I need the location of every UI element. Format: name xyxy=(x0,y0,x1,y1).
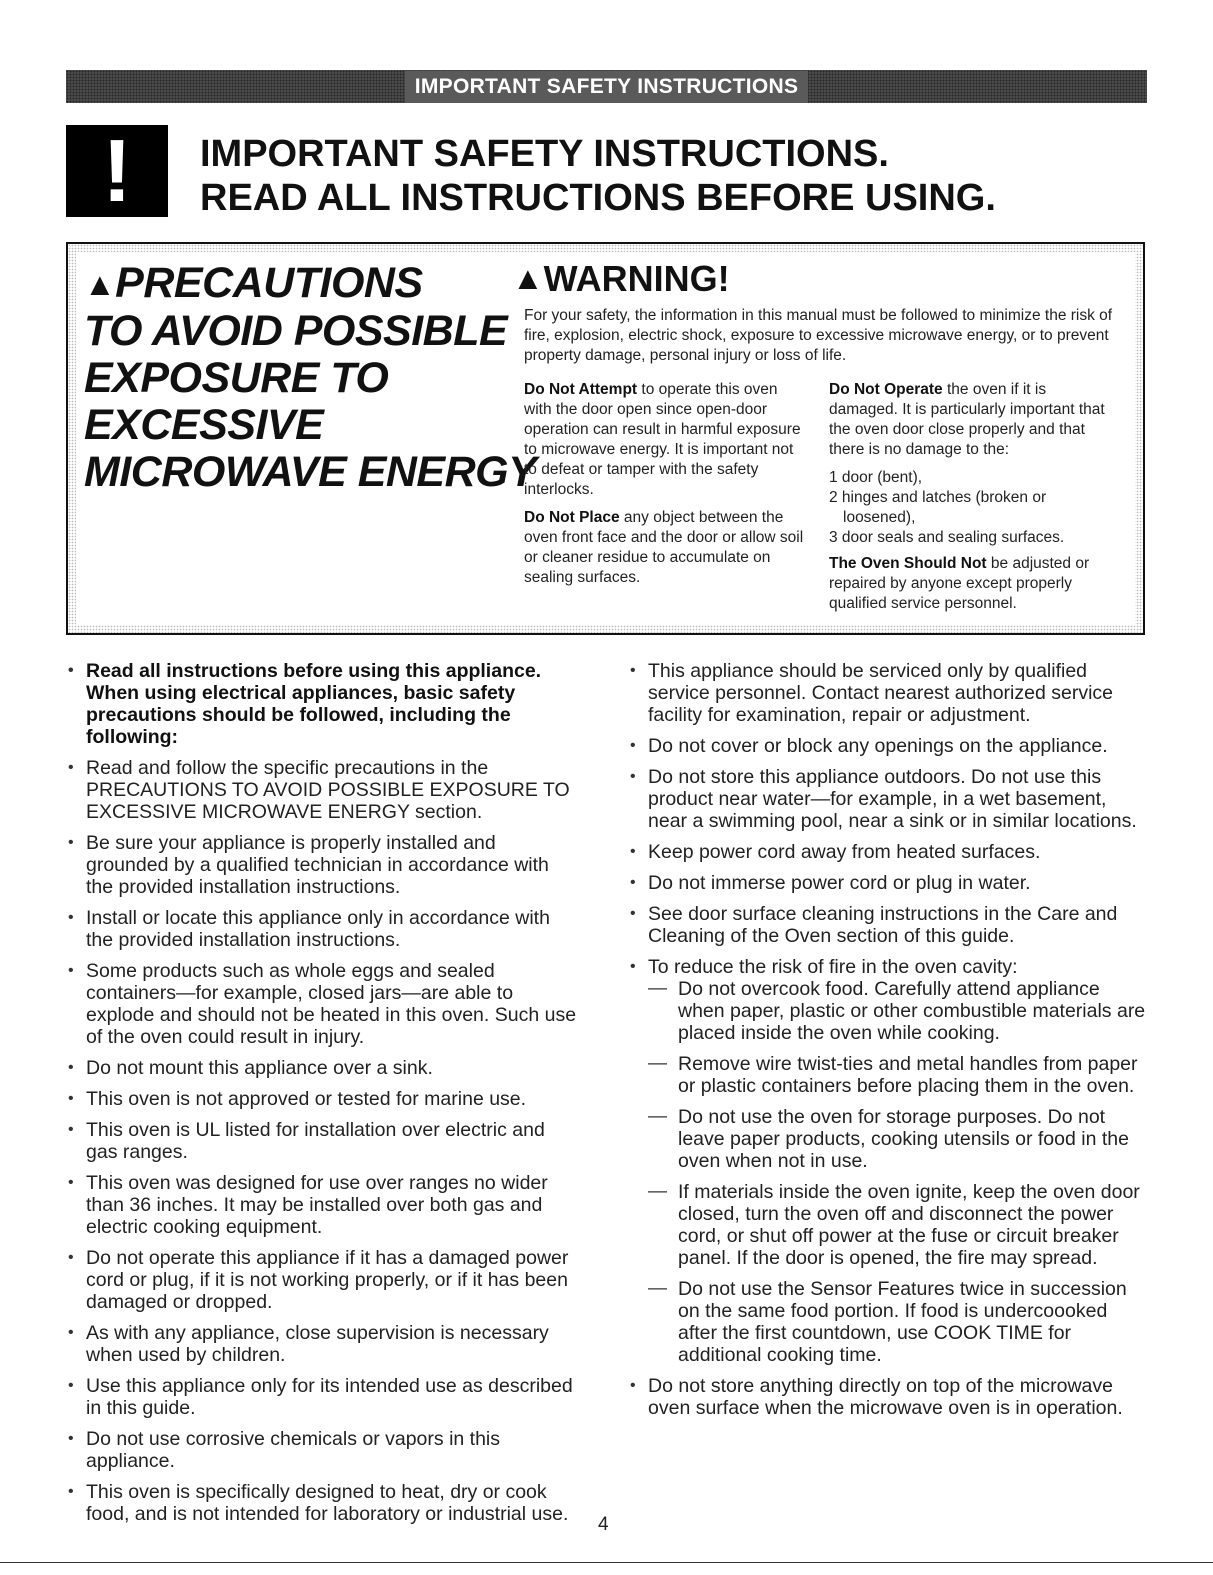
sub-list-item: — Remove wire twist-ties and metal handles from paper or plastic containers before placing them in the oven. xyxy=(648,1053,1146,1097)
damage-item: 1 door (bent), xyxy=(829,469,923,486)
warning-paragraph: Do Not Operate the oven if it is damaged. It is particularly important that the oven door close properly and that there is no damage to the: xyxy=(829,381,1105,458)
list-item: • Keep power cord away from heated surfaces. xyxy=(628,841,1146,863)
list-item: • As with any appliance, close supervision is necessary when used by children. xyxy=(66,1322,581,1366)
precautions-line-3: EXPOSURE TO xyxy=(84,354,389,402)
list-item: • Read and follow the specific precautions in the PRECAUTIONS TO AVOID POSSIBLE EXPOSURE TO EXCESSIVE MICROWAVE ENERGY section. xyxy=(66,757,581,823)
page-heading xyxy=(200,132,996,220)
warning-paragraph: Do Not Attempt to operate this oven with the door open since open-door operation can result in harmful exposure to microwave energy. It is important not to defeat or tamper with the safety interlocks. xyxy=(524,381,801,498)
list-item: • Do not use corrosive chemicals or vapors in this appliance. xyxy=(66,1428,581,1472)
warning-left-column xyxy=(524,380,809,596)
warning-triangle-icon: ▲ xyxy=(84,266,116,302)
warning-right-column xyxy=(829,380,1119,622)
bottom-rule xyxy=(0,1562,1213,1563)
sub-list-item: — If materials inside the oven ignite, keep the oven door closed, turn the oven off and disconnect the power cord, or shut off power at the fuse or circuit breaker panel. If the door is opened, the fire may spread. xyxy=(648,1181,1146,1269)
warning-intro: For your safety, the information in this manual must be followed to minimize the risk of fire, explosion, electric shock, exposure to excessive microwave energy, or to prevent property damage, personal injury or loss of life. xyxy=(524,307,1113,364)
warning-paragraph: Do Not Place any object between the oven front face and the door or allow soil or cleaner residue to accumulate on sealing surfaces. xyxy=(524,509,804,586)
precautions-line-4: EXCESSIVE xyxy=(84,401,324,449)
list-item: • This oven is UL listed for installation over electric and gas ranges. xyxy=(66,1119,581,1163)
list-item: • Install or locate this appliance only in accordance with the provided installation instructions. xyxy=(66,907,581,951)
sub-list-item: — Do not overcook food. Carefully attend appliance when paper, plastic or other combustible materials are placed inside the oven while cooking. xyxy=(648,978,1146,1044)
page-number: 4 xyxy=(598,1514,609,1535)
list-item: • This oven is specifically designed to heat, dry or cook food, and is not intended for laboratory or industrial use. xyxy=(66,1481,581,1525)
damage-list xyxy=(829,468,1119,548)
list-item: • Do not store anything directly on top of the microwave oven surface when the microwave oven is in operation. xyxy=(628,1375,1146,1419)
header-banner xyxy=(66,70,1147,103)
precautions-title xyxy=(84,260,536,496)
precautions-line-5: MICROWAVE ENERGY xyxy=(84,448,537,496)
precautions-line-1: PRECAUTIONS xyxy=(115,259,423,307)
damage-item: 3 door seals and sealing surfaces. xyxy=(829,529,1065,546)
list-item: • This oven was designed for use over ranges no wider than 36 inches. It may be installed over both gas and electric cooking equipment. xyxy=(66,1172,581,1238)
heading-line-2: READ ALL INSTRUCTIONS BEFORE USING. xyxy=(200,177,996,219)
list-item: • Do not cover or block any openings on the appliance. xyxy=(628,735,1146,757)
list-item: • Read all instructions before using this appliance. When using electrical appliances, basic safety precautions should be followed, including the following: xyxy=(66,660,581,748)
list-item: • This appliance should be serviced only by qualified service personnel. Contact nearest authorized service facility for examination, repair or adjustment. xyxy=(628,660,1146,726)
list-item: • Be sure your appliance is properly installed and grounded by a qualified technician in accordance with the provided installation instructions. xyxy=(66,832,581,898)
list-item: • This oven is not approved or tested for marine use. xyxy=(66,1088,581,1110)
banner-title: IMPORTANT SAFETY INSTRUCTIONS xyxy=(405,71,809,103)
warning-paragraph: The Oven Should Not be adjusted or repaired by anyone except properly qualified service personnel. xyxy=(829,555,1090,612)
list-item: • Do not mount this appliance over a sink. xyxy=(66,1057,581,1079)
list-item: • Do not immerse power cord or plug in water. xyxy=(628,872,1146,894)
list-item: • Use this appliance only for its intended use as described in this guide. xyxy=(66,1375,581,1419)
list-item: • Do not operate this appliance if it has a damaged power cord or plug, if it is not working properly, or if it has been damaged or dropped. xyxy=(66,1247,581,1313)
list-item: • To reduce the risk of fire in the oven cavity: — Do not overcook food. Carefully attend appliance when paper, plastic or other combustible materials are placed inside the oven while cooking. — Remove wire twist-ties and metal handles from paper or plastic containers before placing them in the oven. — Do not use the oven for storage purposes. Do not leave paper products, cooking utensils or food in the oven when not in use. — If materials inside the oven ignite, keep the oven door closed, turn the oven off and disconnect the power cord, or shut off power at the fuse or circuit breaker panel. If the door is opened, the fire may spread. — Do not use the Sensor Features twice in succession on the same food portion. If food is undercoooked after the first countdown, use COOK TIME for additional cooking time. xyxy=(628,956,1146,1366)
exclamation-icon: ! xyxy=(66,125,168,217)
sub-list-item: — Do not use the oven for storage purposes. Do not leave paper products, cooking utensils or food in the oven when not in use. xyxy=(648,1106,1146,1172)
sub-list-item: — Do not use the Sensor Features twice in succession on the same food portion. If food is undercoooked after the first countdown, use COOK TIME for additional cooking time. xyxy=(648,1278,1146,1366)
heading-line-1: IMPORTANT SAFETY INSTRUCTIONS. xyxy=(200,133,889,175)
list-item: • See door surface cleaning instructions in the Care and Cleaning of the Oven section of this guide. xyxy=(628,903,1146,947)
precautions-line-2: TO AVOID POSSIBLE xyxy=(84,307,508,355)
list-item: • Some products such as whole eggs and sealed containers—for example, closed jars—are able to explode and should not be heated in this oven. Such use of the oven could result in injury. xyxy=(66,960,581,1048)
warning-triangle-icon: ▲ xyxy=(512,260,544,296)
left-column xyxy=(66,660,581,1534)
right-column xyxy=(628,660,1146,1428)
warning-title: ▲WARNING! xyxy=(512,258,730,299)
damage-item: 2 hinges and latches (broken or loosened), xyxy=(829,489,1047,526)
fire-risk-sublist xyxy=(648,978,1146,1366)
list-item: • Do not store this appliance outdoors. Do not use this product near water—for example, in a wet basement, near a swimming pool, near a sink or in similar locations. xyxy=(628,766,1146,832)
